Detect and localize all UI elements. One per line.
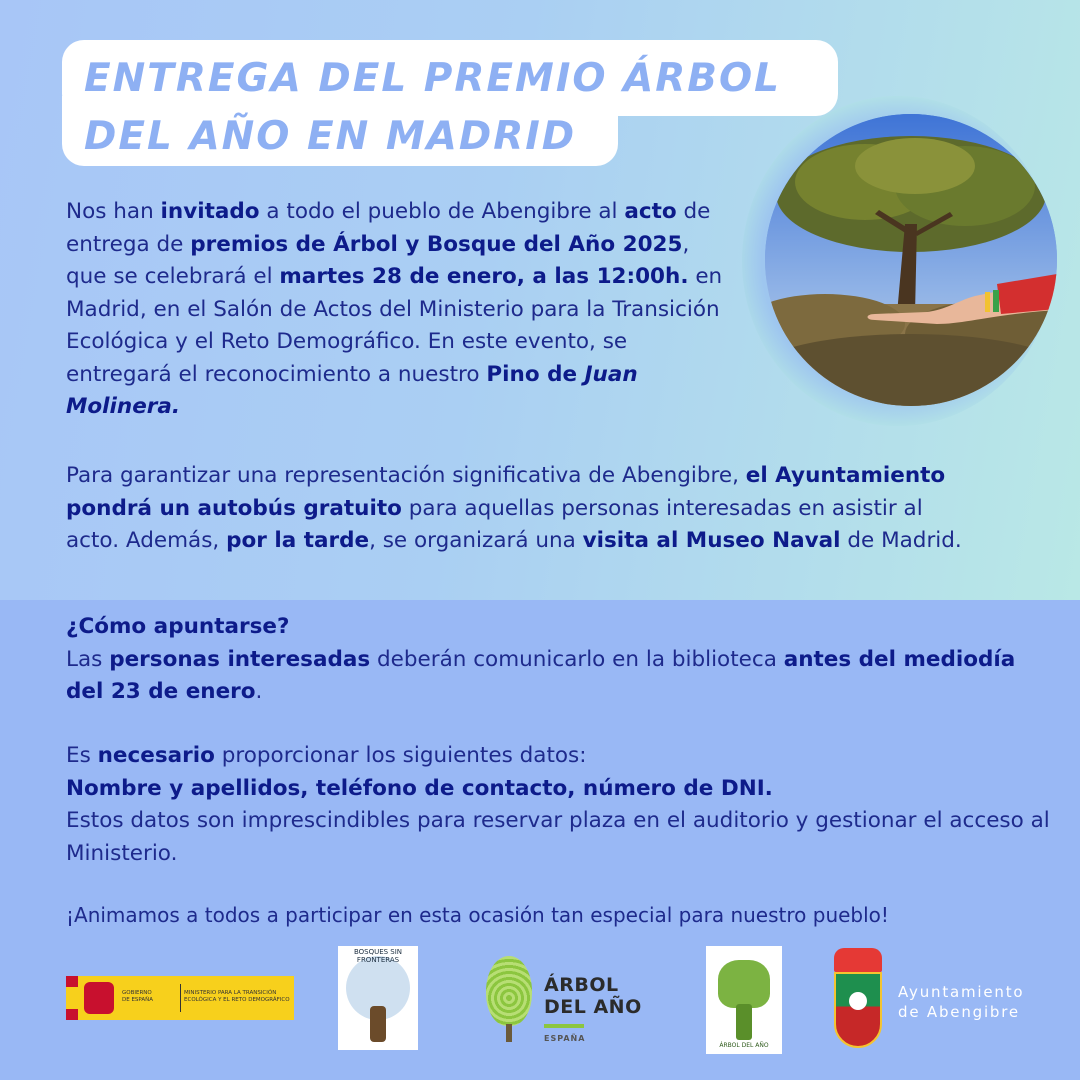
title-line-2: DEL AÑO EN MADRID xyxy=(84,114,577,159)
tree-photo-illustration xyxy=(765,114,1057,406)
text-segment: en Madrid, en el Salón de Actos del Ministerio para la Transición Ecológica y el Reto Demográfico. En este evento, se entregará el reconocimiento a nuestro xyxy=(66,264,723,387)
tree-stem-icon xyxy=(506,1024,512,1042)
tree-trunk-icon xyxy=(736,1004,752,1040)
text-segment: Las xyxy=(66,646,110,672)
text-segment: Estos datos son imprescindibles para reservar plaza en el auditorio y gestionar el acceso al Ministerio. xyxy=(66,808,1050,866)
tree-photo xyxy=(765,114,1057,406)
ministerio-text: MINISTERIO PARA LA TRANSICIÓN ECOLÓGICA Y EL RETO DEMOGRÁFICO xyxy=(184,990,290,1003)
arbol-del-ano-drawing-logo xyxy=(706,946,782,1054)
bold-datos-lista: Nombre y apellidos, teléfono de contacto, número de DNI. xyxy=(66,775,773,801)
paragraph-autobus xyxy=(66,460,966,558)
page-title xyxy=(84,50,844,166)
gobierno-logo xyxy=(66,976,294,1020)
bold-invitado: invitado xyxy=(160,199,260,224)
shield-icon xyxy=(834,972,882,1048)
divider xyxy=(180,984,181,1012)
ayuntamiento-shield-logo xyxy=(830,948,886,1052)
ayuntamiento-line2: de Abengibre xyxy=(898,1003,1020,1021)
ayuntamiento-line1: Ayuntamiento xyxy=(898,983,1025,1001)
paragraph-como-apuntarse xyxy=(66,611,1026,709)
gobierno-line2: DE ESPAÑA xyxy=(122,997,154,1003)
tree-trunk-icon xyxy=(370,1006,386,1042)
text-segment: para aquellas personas interesadas en asistir al acto. Además, xyxy=(66,495,923,553)
bold-necesario: necesario xyxy=(97,743,215,768)
bosques-sin-fronteras-logo xyxy=(338,946,418,1050)
arbol-line2: DEL AÑO xyxy=(544,996,642,1018)
bold-tarde: por la tarde xyxy=(226,528,370,553)
gobierno-line1: GOBIERNO xyxy=(122,990,152,996)
bold-plazo: antes del mediodía del 23 de enero xyxy=(66,646,1016,704)
bold-italic-juan-molinera: Juan Molinera. xyxy=(66,361,638,419)
green-bar xyxy=(544,1024,584,1028)
bold-autobus: el Ayuntamiento pondrá un autobús gratuito xyxy=(66,463,946,521)
text-segment: , que se celebrará el xyxy=(66,231,690,289)
bold-personas: personas interesadas xyxy=(109,646,371,672)
logos-row xyxy=(0,940,1080,1070)
text-segment: , se organizará una xyxy=(369,528,583,553)
coat-of-arms-icon xyxy=(84,982,114,1014)
closing-message: ¡Animamos a todos a participar en esta ocasión tan especial para nuestro pueblo! xyxy=(66,903,889,927)
title-line-1: ENTREGA DEL PREMIO ÁRBOL xyxy=(84,56,782,101)
paragraph-invitation xyxy=(66,196,736,424)
ayuntamiento-text xyxy=(898,982,1024,1022)
arbol-del-ano-logo xyxy=(486,956,646,1046)
text-segment: Es xyxy=(66,743,98,768)
bold-acto: acto xyxy=(624,199,677,224)
tree-crown-icon xyxy=(718,960,770,1008)
bold-fecha: martes 28 de enero, a las 12:00h. xyxy=(279,264,689,289)
text-segment: de entrega de xyxy=(66,199,711,257)
bold-premios: premios de Árbol y Bosque del Año 2025 xyxy=(190,231,683,257)
paragraph-datos xyxy=(66,740,1056,870)
text-segment: de Madrid. xyxy=(840,528,962,553)
crown-icon xyxy=(834,948,882,972)
emblem-icon xyxy=(849,992,867,1010)
text-segment: . xyxy=(255,679,263,704)
bosques-text: BOSQUES SIN FRONTERAS xyxy=(353,948,403,964)
bold-museo: visita al Museo Naval xyxy=(582,528,841,553)
section-heading: ¿Cómo apuntarse? xyxy=(66,614,290,639)
text-segment: deberán comunicarlo en la biblioteca xyxy=(370,646,784,672)
text-segment: Nos han xyxy=(66,199,161,224)
arbol-country: ESPAÑA xyxy=(544,1034,586,1043)
text-segment: a todo el pueblo de Abengibre al xyxy=(259,199,625,224)
text-segment: proporcionar los siguientes datos: xyxy=(214,743,587,768)
bold-pino: Pino de xyxy=(486,361,585,387)
arbol-line1: ÁRBOL xyxy=(544,974,619,996)
fingerprint-tree-icon xyxy=(486,956,532,1026)
drawing-text: ÁRBOL DEL AÑO xyxy=(719,1042,769,1049)
text-segment: Para garantizar una representación significativa de Abengibre, xyxy=(66,463,746,488)
flag-icon xyxy=(66,976,78,1020)
